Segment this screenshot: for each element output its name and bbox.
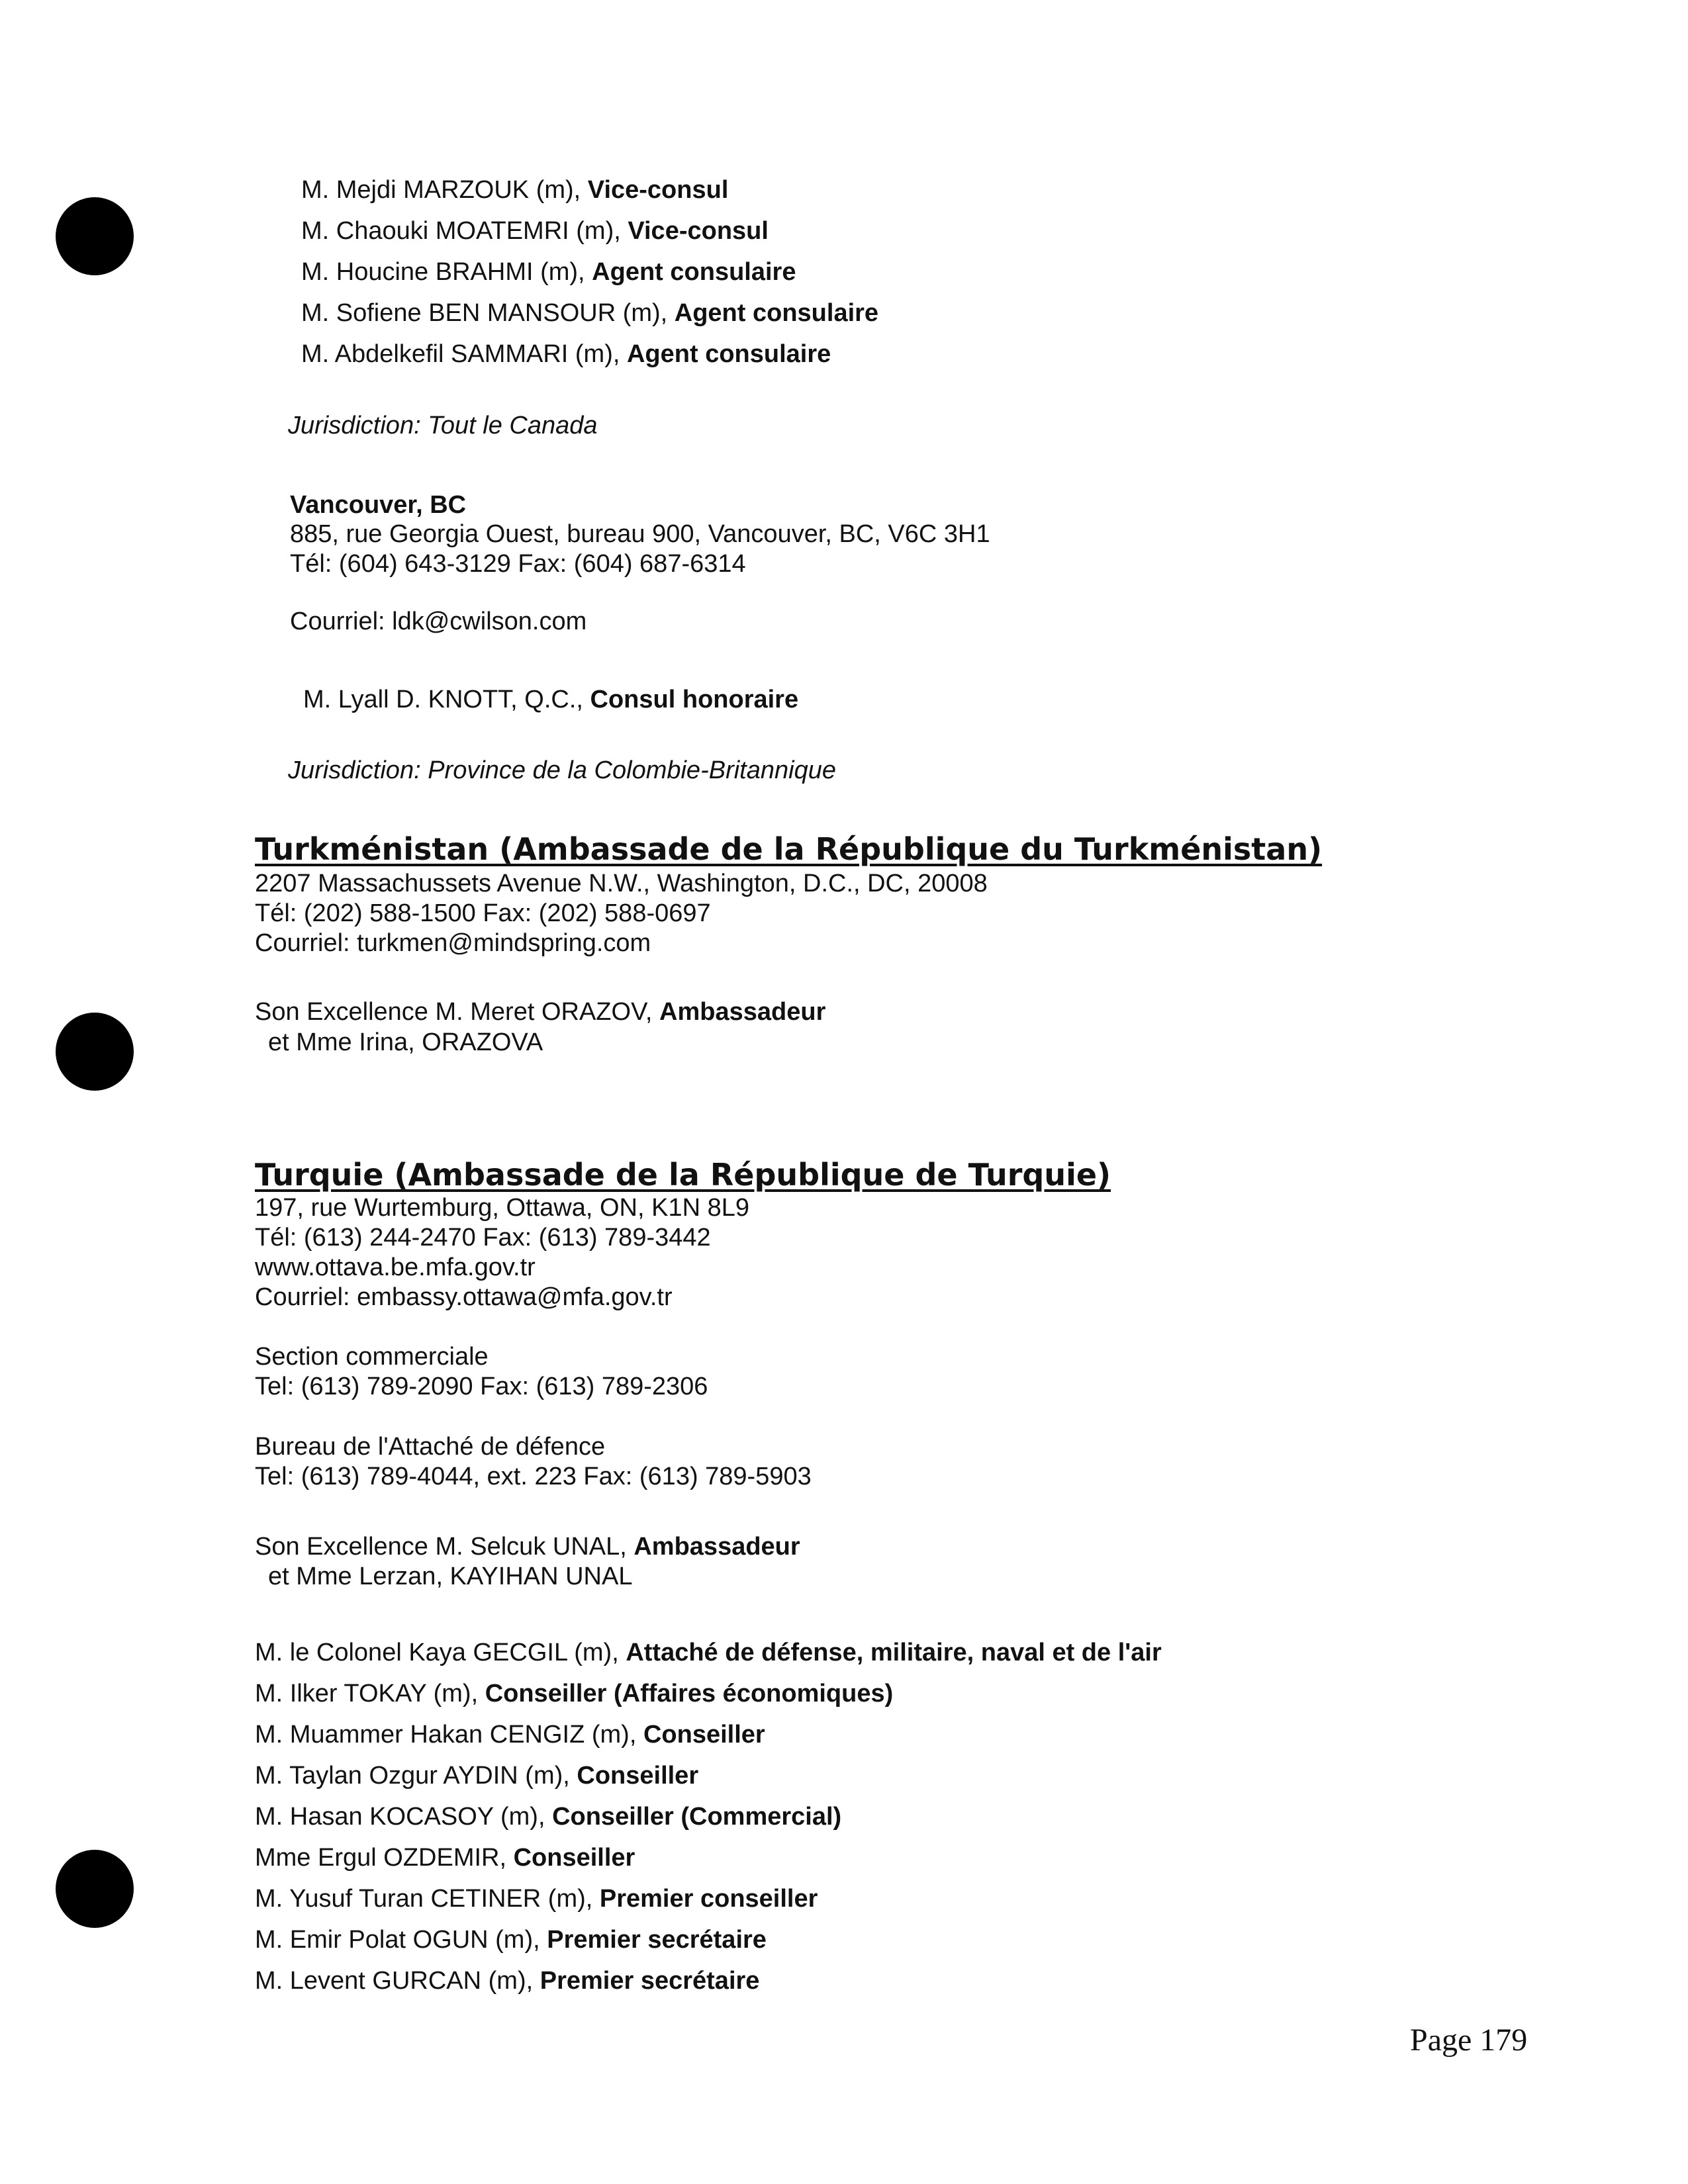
- tunisia-jurisdiction: Jurisdiction: Tout le Canada: [288, 412, 598, 439]
- staff-name: M. Ilker TOKAY (m),: [255, 1680, 485, 1707]
- staff-name: M. Taylan Ozgur AYDIN (m),: [255, 1762, 577, 1790]
- turkmenistan-ambassador: [255, 999, 825, 1024]
- staff-name: M. Yusuf Turan CETINER (m),: [255, 1885, 600, 1913]
- staff-name: M. Abdelkefil SAMMARI (m),: [301, 340, 627, 368]
- staff-entry: [255, 1845, 635, 1870]
- staff-name: M. le Colonel Kaya GECGIL (m),: [255, 1639, 626, 1666]
- turkey-website: www.ottava.be.mfa.gov.tr: [255, 1253, 536, 1281]
- staff-title: Agent consulaire: [592, 258, 796, 286]
- staff-name: M. Levent GURCAN (m),: [255, 1967, 540, 1995]
- staff-title: Conseiller (Affaires économiques): [485, 1680, 894, 1707]
- staff-entry: [301, 218, 769, 244]
- turkmenistan-phone: Tél: (202) 588-1500 Fax: (202) 588-0697: [255, 899, 711, 927]
- punch-hole-top: [56, 197, 134, 275]
- staff-entry: [255, 1722, 765, 1747]
- consul-title: Consul honoraire: [590, 686, 799, 713]
- staff-name: M. Houcine BRAHMI (m),: [301, 258, 592, 286]
- ambassador-title: Ambassadeur: [659, 998, 826, 1026]
- staff-name: M. Mejdi MARZOUK (m),: [301, 176, 588, 204]
- punch-hole-bottom: [56, 1850, 134, 1928]
- ambassador-title: Ambassadeur: [633, 1533, 800, 1561]
- staff-title: Agent consulaire: [626, 340, 831, 368]
- staff-title: Vice-consul: [587, 176, 729, 204]
- turkey-ambassador: [255, 1534, 800, 1559]
- staff-entry: [255, 1968, 759, 1993]
- punch-hole-middle: [56, 1013, 134, 1091]
- consul-name: M. Lyall D. KNOTT, Q.C.,: [303, 686, 590, 713]
- page-number: Page 179: [1410, 2023, 1528, 2058]
- turkmenistan-address: 2207 Massachussets Avenue N.W., Washington, D.C., DC, 20008: [255, 870, 988, 897]
- staff-entry: [255, 1886, 818, 1911]
- staff-title: Vice-consul: [628, 217, 769, 245]
- turkey-spouse: et Mme Lerzan, KAYIHAN UNAL: [268, 1563, 633, 1590]
- turkey-email: Courriel: embassy.ottawa@mfa.gov.tr: [255, 1283, 673, 1311]
- staff-name: M. Muammer Hakan CENGIZ (m),: [255, 1721, 643, 1749]
- staff-entry: [301, 341, 831, 367]
- turkey-defence-label: Bureau de l'Attaché de défence: [255, 1433, 606, 1461]
- vancouver-address: 885, rue Georgia Ouest, bureau 900, Vancouver, BC, V6C 3H1: [290, 520, 990, 548]
- staff-title: Conseiller: [513, 1844, 635, 1872]
- staff-entry: [301, 177, 728, 203]
- staff-title: Premier secrétaire: [547, 1926, 767, 1954]
- vancouver-email: Courriel: ldk@cwilson.com: [290, 608, 587, 635]
- staff-title: Attaché de défense, militaire, naval et de l'air: [626, 1639, 1162, 1666]
- staff-entry: [301, 300, 878, 326]
- ambassador-name: Son Excellence M. Meret ORAZOV,: [255, 998, 660, 1026]
- staff-entry: [255, 1804, 841, 1829]
- turkey-phone: Tél: (613) 244-2470 Fax: (613) 789-3442: [255, 1224, 711, 1251]
- turkmenistan-heading: Turkménistan (Ambassade de la République du Turkménistan): [255, 831, 1323, 867]
- turkmenistan-spouse: et Mme Irina, ORAZOVA: [268, 1028, 543, 1056]
- vancouver-phone: Tél: (604) 643-3129 Fax: (604) 687-6314: [290, 550, 746, 578]
- staff-entry: [255, 1640, 1162, 1665]
- staff-name: M. Emir Polat OGUN (m),: [255, 1926, 547, 1954]
- staff-title: Premier conseiller: [599, 1885, 818, 1913]
- vancouver-city: Vancouver, BC: [290, 491, 467, 519]
- staff-name: M. Sofiene BEN MANSOUR (m),: [301, 299, 675, 327]
- turkey-defence-phone: Tel: (613) 789-4044, ext. 223 Fax: (613) 789-5903: [255, 1463, 812, 1490]
- staff-name: M. Hasan KOCASOY (m),: [255, 1803, 553, 1831]
- staff-entry: [255, 1681, 893, 1706]
- staff-title: Conseiller: [577, 1762, 699, 1790]
- vancouver-jurisdiction: Jurisdiction: Province de la Colombie-Britannique: [288, 756, 836, 784]
- staff-entry: [301, 259, 796, 285]
- turkey-address: 197, rue Wurtemburg, Ottawa, ON, K1N 8L9: [255, 1194, 749, 1222]
- staff-name: Mme Ergul OZDEMIR,: [255, 1844, 514, 1872]
- staff-entry: [255, 1927, 767, 1952]
- turkmenistan-email: Courriel: turkmen@mindspring.com: [255, 929, 651, 957]
- staff-title: Premier secrétaire: [539, 1967, 760, 1995]
- staff-title: Conseiller (Commercial): [552, 1803, 842, 1831]
- staff-title: Agent consulaire: [674, 299, 879, 327]
- turkey-commercial-label: Section commerciale: [255, 1343, 489, 1371]
- ambassador-name: Son Excellence M. Selcuk UNAL,: [255, 1533, 634, 1561]
- staff-name: M. Chaouki MOATEMRI (m),: [301, 217, 628, 245]
- turkey-commercial-phone: Tel: (613) 789-2090 Fax: (613) 789-2306: [255, 1373, 708, 1400]
- vancouver-consul: [303, 687, 798, 712]
- staff-title: Conseiller: [643, 1721, 765, 1749]
- staff-entry: [255, 1763, 698, 1788]
- turkey-heading: Turquie (Ambassade de la République de Turquie): [255, 1157, 1111, 1193]
